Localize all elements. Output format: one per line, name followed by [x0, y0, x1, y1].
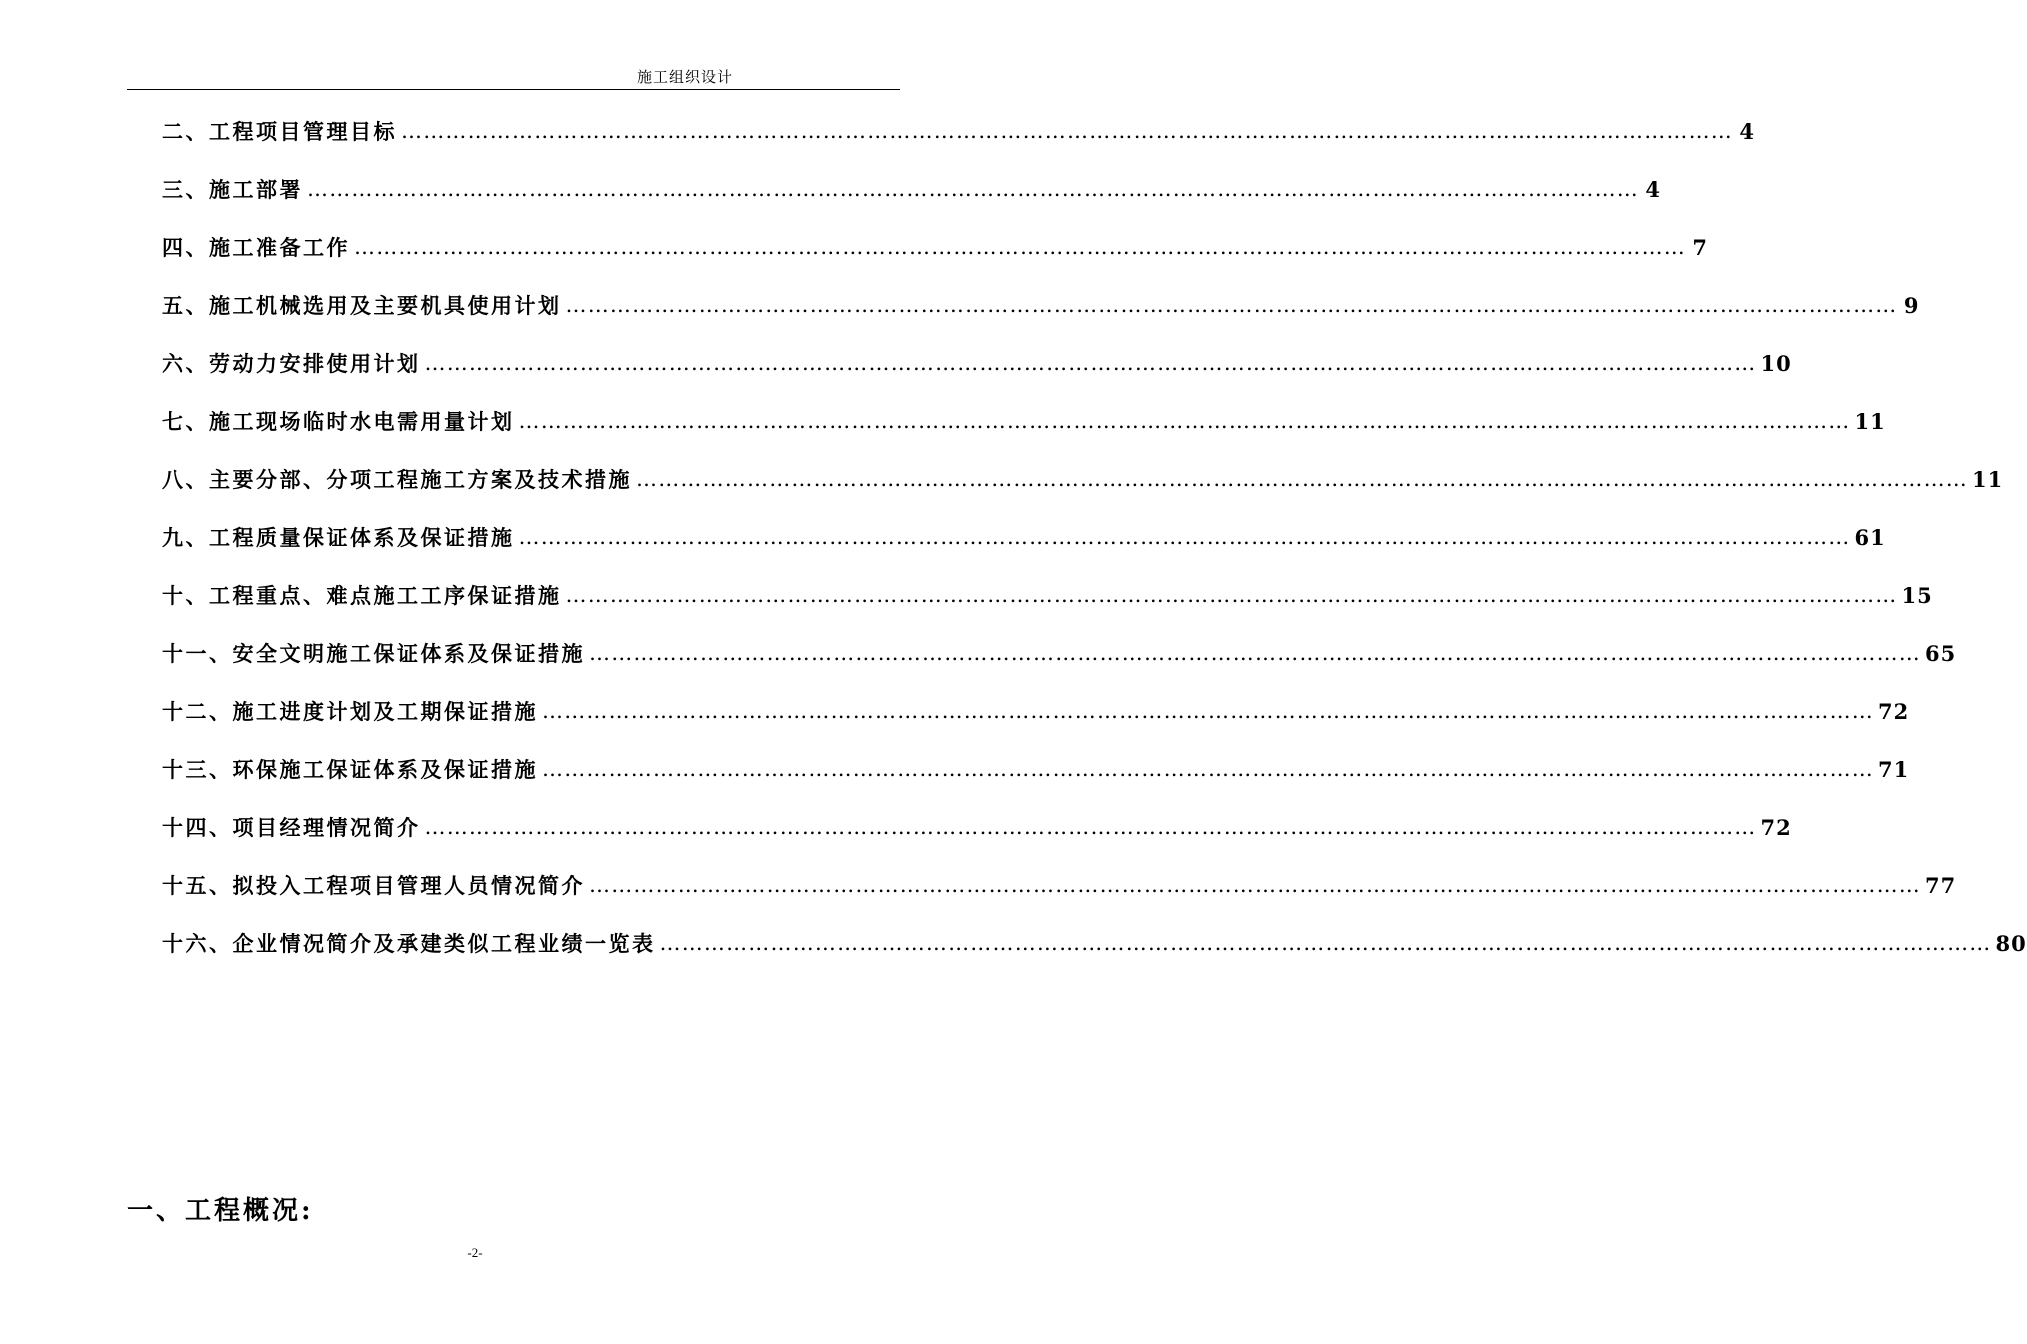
- toc-entry[interactable]: [162, 450, 2004, 508]
- toc-entry[interactable]: [162, 914, 2027, 972]
- toc-entry[interactable]: [162, 218, 1708, 276]
- toc-entry-page: 80: [1995, 930, 2027, 956]
- toc-entry-label: 十五、拟投入工程项目管理人员情况简介: [162, 873, 585, 898]
- toc-entry[interactable]: [162, 740, 1910, 798]
- toc-leader-dots: ………………………………………………………………………………………………………………………………………………………………: [424, 815, 1757, 839]
- toc-entry[interactable]: [162, 276, 1920, 334]
- toc-entry[interactable]: [162, 102, 1755, 160]
- toc-entry-label: 九、工程质量保证体系及保证措施: [162, 525, 515, 550]
- toc-entry[interactable]: [162, 392, 1886, 450]
- toc-entry-page: 4: [1645, 176, 1661, 202]
- toc-entry-page: 65: [1925, 640, 1957, 666]
- toc-entry-label: 十二、施工进度计划及工期保证措施: [162, 699, 538, 724]
- toc-entry[interactable]: [162, 856, 1957, 914]
- toc-entry[interactable]: [162, 508, 1886, 566]
- toc-leader-dots: ………………………………………………………………………………………………………………………………………………………………: [424, 351, 1757, 375]
- toc-leader-dots: ………………………………………………………………………………………………………………………………………………………………: [307, 177, 1639, 201]
- toc-entry-page: 11: [1854, 408, 1886, 434]
- toc-leader-dots: ………………………………………………………………………………………………………………………………………………………………: [659, 931, 1992, 955]
- toc-entry-label: 五、施工机械选用及主要机具使用计划: [162, 293, 562, 318]
- toc-entry[interactable]: [162, 624, 1957, 682]
- toc-leader-dots: ………………………………………………………………………………………………………………………………………………………………: [565, 583, 1898, 607]
- toc-entry-label: 四、施工准备工作: [162, 235, 350, 260]
- toc-leader-dots: ………………………………………………………………………………………………………………………………………………………………: [542, 699, 1874, 723]
- toc-leader-dots: ………………………………………………………………………………………………………………………………………………………………: [636, 467, 1968, 491]
- toc-entry-label: 七、施工现场临时水电需用量计划: [162, 409, 515, 434]
- toc-entry-page: 71: [1878, 756, 1910, 782]
- header-rule: [127, 89, 900, 90]
- toc-entry[interactable]: [162, 566, 1933, 624]
- toc-entry-page: 7: [1692, 234, 1708, 260]
- toc-entry[interactable]: [162, 334, 1792, 392]
- toc-entry[interactable]: [162, 160, 1661, 218]
- toc-leader-dots: ………………………………………………………………………………………………………………………………………………………………: [518, 525, 1851, 549]
- toc-entry[interactable]: [162, 682, 1910, 740]
- toc-entry-page: 72: [1878, 698, 1910, 724]
- toc-leader-dots: ………………………………………………………………………………………………………………………………………………………………: [518, 409, 1851, 433]
- toc-leader-dots: ………………………………………………………………………………………………………………………………………………………………: [354, 235, 1686, 259]
- toc-entry-label: 十四、项目经理情况简介: [162, 815, 421, 840]
- toc-entry-label: 八、主要分部、分项工程施工方案及技术措施: [162, 467, 632, 492]
- toc-entry-page: 4: [1739, 118, 1755, 144]
- toc-leader-dots: ………………………………………………………………………………………………………………………………………………………………: [589, 641, 1921, 665]
- toc-entry[interactable]: [162, 798, 1792, 856]
- toc-entry-label: 十、工程重点、难点施工工序保证措施: [162, 583, 562, 608]
- toc-entry-page: 61: [1854, 524, 1886, 550]
- toc-entry-label: 三、施工部署: [162, 177, 303, 202]
- toc-entry-page: 9: [1903, 292, 1920, 318]
- toc-entry-page: 11: [1972, 466, 2004, 492]
- toc-entry-page: 10: [1760, 350, 1792, 376]
- toc-entry-page: 72: [1760, 814, 1792, 840]
- toc-leader-dots: ………………………………………………………………………………………………………………………………………………………………: [542, 757, 1874, 781]
- section-heading: 一、工程概况:: [127, 1196, 314, 1226]
- table-of-contents: [162, 102, 2027, 972]
- toc-entry-page: 15: [1901, 582, 1933, 608]
- page-number: -2-: [467, 1245, 483, 1260]
- toc-entry-label: 十一、安全文明施工保证体系及保证措施: [162, 641, 585, 666]
- toc-entry-page: 77: [1925, 872, 1957, 898]
- toc-entry-label: 十六、企业情况简介及承建类似工程业绩一览表: [162, 931, 656, 956]
- toc-leader-dots: ………………………………………………………………………………………………………………………………………………………………: [565, 293, 1898, 317]
- toc-leader-dots: ………………………………………………………………………………………………………………………………………………………………: [401, 119, 1733, 143]
- toc-entry-label: 十三、环保施工保证体系及保证措施: [162, 757, 538, 782]
- toc-entry-label: 六、劳动力安排使用计划: [162, 351, 421, 376]
- toc-leader-dots: ………………………………………………………………………………………………………………………………………………………………: [589, 873, 1921, 897]
- toc-entry-label: 二、工程项目管理目标: [162, 119, 397, 144]
- page-header-title: 施工组织设计: [636, 68, 733, 86]
